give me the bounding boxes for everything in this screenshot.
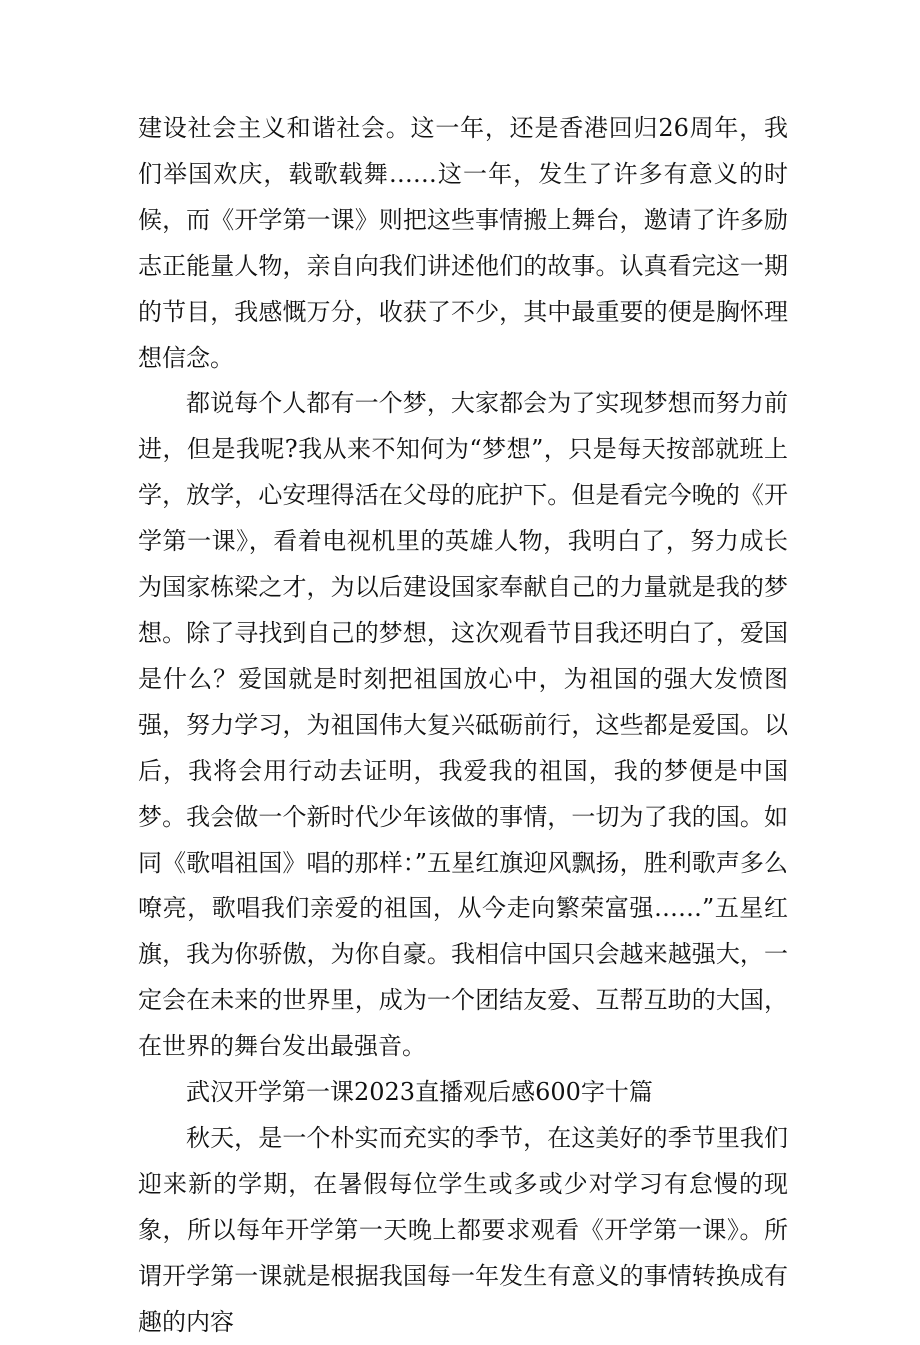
paragraph-dream: 都说每个人都有一个梦，大家都会为了实现梦想而努力前进，但是我呢?我从来不知何为“梦想”，只是每天按部就班上学，放学，心安理得活在父母的庇护下。但是看完今晚的《开学第一课》，看着电视机里的英雄人物，我明白了，努力成长为国家栋梁之才，为以后建设国家奉献自己的力量就是我的梦想。除了寻找到自己的梦想，这次观看节目我还明白了，爱国是什么？爱国就是时刻把祖国放心中，为祖国的强大发愤图强，努力学习，为祖国伟大复兴砥砺前行，这些都是爱国。以后，我将会用行动去证明，我爱我的祖国，我的梦便是中国梦。我会做一个新时代少年该做的事情，一切为了我的国。如同《歌唱祖国》唱的那样：”五星红旗迎风飘扬，胜利歌声多么嘹亮，歌唱我们亲爱的祖国，从今走向繁荣富强……”五星红旗，我为你骄傲，为你自豪。我相信中国只会越来越强大，一定会在未来的世界里，成为一个团结友爱、互帮互助的大国，在世界的舞台发出最强音。 [138, 389, 788, 1061]
paragraph-autumn: 秋天，是一个朴实而充实的季节，在这美好的季节里我们迎来新的学期，在暑假每位学生或多或少对学习有怠慢的现象，所以每年开学第一天晚上都要求观看《开学第一课》。所谓开学第一课就是根据我国每一年发生有意义的事情转换成有趣的内容 [138, 1123, 788, 1336]
document-body [138, 106, 788, 1345]
paragraph-continuation: 建设社会主义和谐社会。这一年，还是香港回归26周年，我们举国欢庆，载歌载舞……这一年，发生了许多有意义的时候，而《开学第一课》则把这些事情搬上舞台，邀请了许多励志正能量人物，亲自向我们讲述他们的故事。认真看完这一期的节目，我感慨万分，收获了不少，其中最重要的便是胸怀理想信念。 [138, 114, 788, 372]
section-title: 武汉开学第一课2023直播观后感600字十篇 [186, 1078, 653, 1107]
